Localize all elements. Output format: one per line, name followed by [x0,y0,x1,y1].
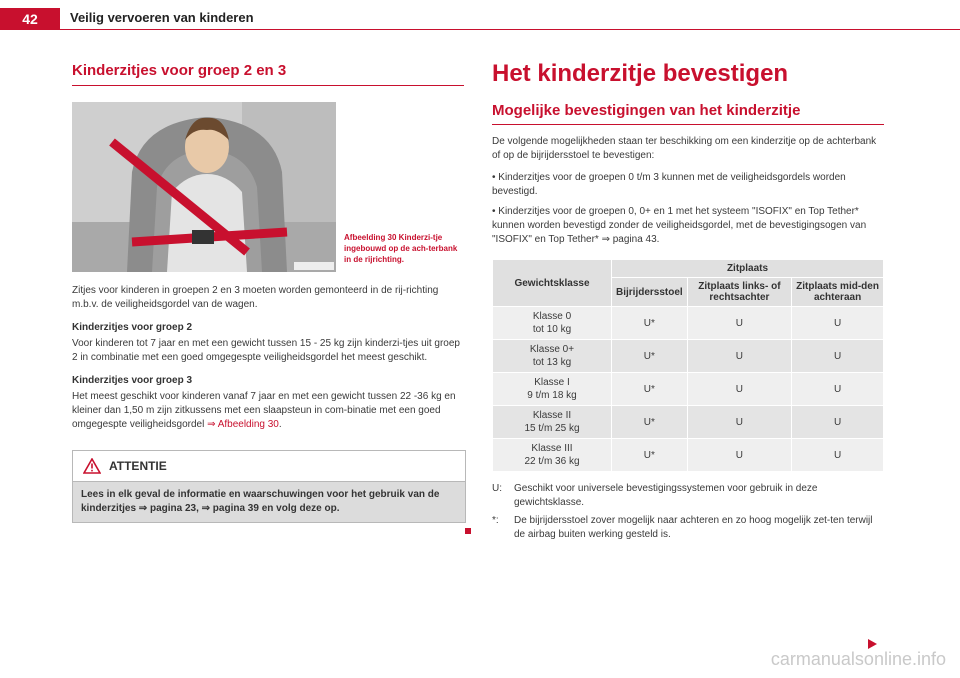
intro-paragraph: Zitjes voor kinderen in groepen 2 en 3 moeten worden gemonteerd in de rij-richting m.b.v. de veiligheidsgordel van de wagen. [72,285,439,310]
mid-cell: U [792,406,884,439]
right-column [492,62,884,546]
note-u-key: U: [492,483,502,494]
bullet-list [492,171,884,247]
figure-30 [72,102,464,272]
mid-cell: U [792,340,884,373]
bullet-isofix: • Kinderzitjes voor de groepen 0, 0+ en 1 met het systeem "ISOFIX" en Top Tether* kunnen worden bevestigd zonder de veiligheidsgordel, met de bevestigingsogen van "ISOFIX" en Top Tether* ⇒ pagina 43. [492,206,867,245]
child-seat-illustration [72,102,336,272]
attention-text: Lees in elk geval de informatie en waarschuwingen voor het gebruik van de kinderzitjes ⇒ pagina 23, ⇒ pagina 39 en volg deze op. [73,482,465,522]
passenger-cell: U* [612,406,688,439]
page-header [0,0,960,30]
passenger-cell: U* [612,439,688,472]
attention-box [72,450,466,523]
left-cell: U [687,406,791,439]
passenger-cell: U* [612,340,688,373]
page-number: 42 [0,8,60,30]
attention-title: ATTENTIE [109,459,167,473]
left-cell: U [687,340,791,373]
table-row [493,340,884,373]
continue-arrow-icon [868,639,877,649]
table-header-row [493,260,884,278]
table-row [493,373,884,406]
table-notes [492,482,884,542]
weight-cell: Klasse III 22 t/m 36 kg [493,439,612,472]
header-rule [60,29,960,30]
col-group-header: Zitplaats [612,260,884,278]
group2-heading: Kinderzitjes voor groep 2 [72,322,193,333]
table-row [493,406,884,439]
weight-cell: Klasse II 15 t/m 25 kg [493,406,612,439]
left-cell: U [687,439,791,472]
bullet-seatbelt: • Kinderzitjes voor de groepen 0 t/m 3 kunnen met de veiligheidsgordels worden bevestigd. [492,172,846,197]
right-intro: De volgende mogelijkheden staan ter beschikking om een kinderzitje op de achterbank of op de bijrijdersstoel te bevestigen: [492,136,877,161]
group3-end: . [278,419,282,430]
mid-cell: U [792,373,884,406]
mid-cell: U [792,439,884,472]
weight-cell: Klasse 0 tot 10 kg [493,307,612,340]
section-title: Kinderzitjes voor groep 2 en 3 [72,62,464,86]
weight-cell: Klasse I 9 t/m 18 kg [493,373,612,406]
weight-cell: Klasse 0+ tot 13 kg [493,340,612,373]
left-column [72,62,464,523]
group3-text: Het meest geschikt voor kinderen vanaf 7 jaar en met een gewicht tussen 22 -36 kg en kleiner dan 1,50 m zijn zitkussens met een slaapsteun in com-binatie met een goed omgegespte veiligheidsgordel [72,391,456,430]
note-star-text: De bijrijdersstoel zover mogelijk naar achteren en zo hoog mogelijk zet-ten terwijl de airbag buiten werking gesteld is. [514,515,873,540]
warning-triangle-icon [83,458,101,474]
col-weight-header: Gewichtsklasse [493,260,612,307]
table-row [493,439,884,472]
col-mid-header: Zitplaats mid-den achteraan [792,278,884,307]
figure-30-link[interactable]: ⇒ Afbeelding 30 [207,419,279,430]
attention-header [73,451,465,482]
note-star-key: *: [492,515,499,526]
col-left-header: Zitplaats links- of rechtsachter [687,278,791,307]
passenger-cell: U* [612,373,688,406]
note-u [492,482,884,510]
main-title: Het kinderzitje bevestigen [492,60,789,87]
watermark: carmanualsonline.info [770,649,946,669]
table-row [493,307,884,340]
sub-title: Mogelijke bevestigingen van het kinderzitje [492,102,884,125]
left-cell: U [687,373,791,406]
group2-paragraph: Voor kinderen tot 7 jaar en met een gewicht tussen 15 - 25 kg zijn kinderzi-tjes uit groep 2 in combinatie met een goed omgegespte veiligheidsgordel het meest geschikt. [72,338,460,363]
seat-table [492,259,884,472]
col-passenger-header: Bijrijdersstoel [612,278,688,307]
left-cell: U [687,307,791,340]
child-seat-photo [72,102,336,272]
mid-cell: U [792,307,884,340]
group3-heading: Kinderzitjes voor groep 3 [72,375,193,386]
running-title: Veilig vervoeren van kinderen [70,10,254,25]
group3-paragraph [72,390,464,432]
figure-caption: Afbeelding 30 Kinderzi-tje ingebouwd op de ach-terbank in de rijrichting. [344,233,458,264]
note-u-text: Geschikt voor universele bevestigingssystemen voor gebruik in deze gewichtsklasse. [514,483,818,508]
note-star [492,514,884,542]
section-end-marker [465,528,471,534]
passenger-cell: U* [612,307,688,340]
